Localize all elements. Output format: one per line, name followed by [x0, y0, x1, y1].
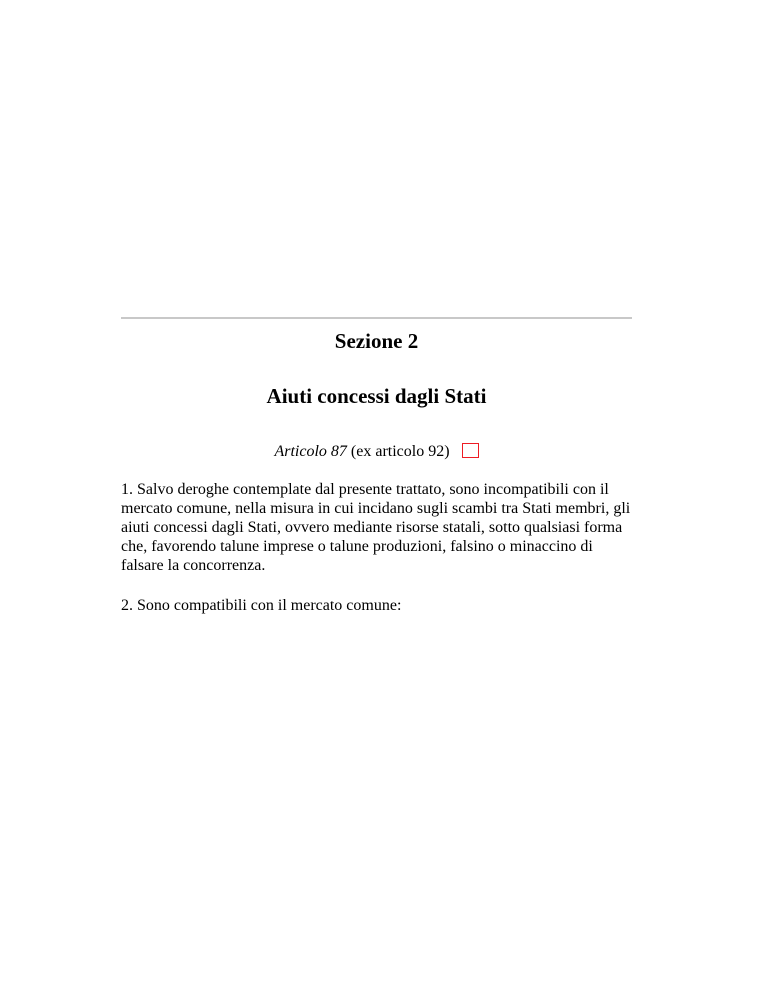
paragraph-2: 2. Sono compatibili con il mercato comune: — [121, 597, 402, 614]
section-title: Aiuti concessi dagli Stati — [266, 384, 487, 408]
paragraph-1: 1. Salvo deroghe contemplate dal presente trattato, sono incompatibili con il mercato comune, nella misura in cui incidano sugli scambi tra Stati membri, gli aiuti concessi dagli Stati, ovvero mediante risorse statali, sotto qualsiasi forma che, favorendo talune imprese o talune produzioni, falsino o minaccino di falsare la concorrenza. — [121, 481, 631, 574]
horizontal-rule — [121, 317, 632, 319]
article-heading — [121, 442, 632, 462]
reference-marker-icon[interactable] — [462, 443, 479, 458]
article-name: Articolo 87 — [274, 443, 347, 460]
article-reference: (ex articolo 92) — [350, 443, 450, 460]
section-heading: Sezione 2 — [334, 329, 419, 353]
